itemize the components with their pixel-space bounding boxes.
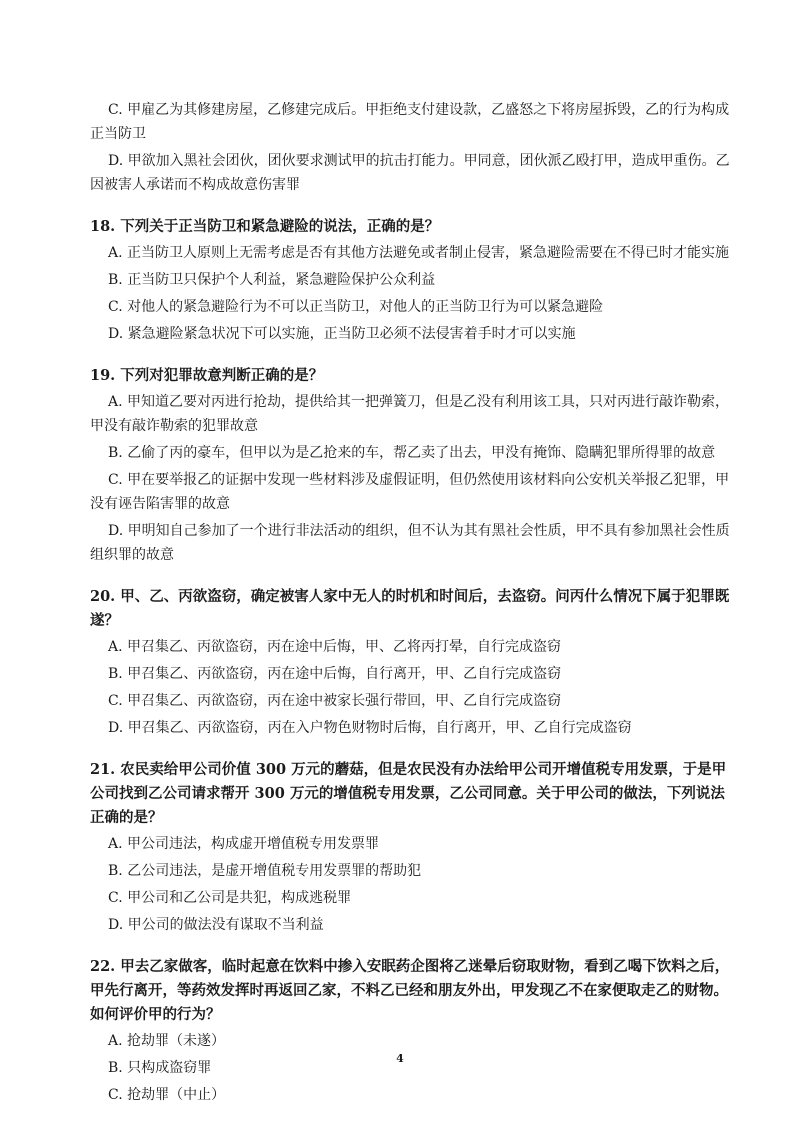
carryover-options: [90, 98, 730, 197]
option-20-b: B. 甲召集乙、丙欲盗窃，丙在途中后悔，自行离开，甲、乙自行完成盗窃: [108, 666, 562, 682]
option-19-b: B. 乙偷了丙的豪车，但甲以为是乙抢来的车，帮乙卖了出去，甲没有掩饰、隐瞒犯罪所得罪的故意: [108, 445, 716, 461]
question-18: [90, 215, 730, 346]
page-number: 4: [396, 1052, 404, 1065]
option-19-c: C. 甲在要举报乙的证据中发现一些材料涉及虚假证明，但仍然使用该材料向公安机关举报乙犯罪，甲没有诬告陷害罪的故意: [90, 472, 730, 512]
option-20-d: D. 甲召集乙、丙欲盗窃，丙在入户物色财物时后悔，自行离开，甲、乙自行完成盗窃: [108, 720, 632, 736]
question-21: [90, 758, 730, 937]
question-22-title: 22. 甲去乙家做客，临时起意在饮料中掺入安眠药企图将乙迷晕后窃取财物，看到乙喝下饮料之后，甲先行离开，等药效发挥时再返回乙家，不料乙已经和朋友外出，甲发现乙不在家便取走乙的财物。如何评价甲的行为？: [90, 958, 730, 1023]
option-21-b: B. 乙公司违法，是虚开增值税专用发票罪的帮助犯: [108, 863, 422, 879]
option-22-c: C. 抢劫罪（中止）: [108, 1087, 226, 1103]
question-19: [90, 364, 730, 567]
option-22-b: B. 只构成盗窃罪: [108, 1060, 212, 1076]
option-18-b: B. 正当防卫只保护个人利益，紧急避险保护公众利益: [108, 272, 436, 288]
option-17-d: D. 甲欲加入黑社会团伙，团伙要求测试甲的抗击打能力。甲同意，团伙派乙殴打甲，造成甲重伤。乙因被害人承诺而不构成故意伤害罪: [90, 153, 730, 193]
option-18-c: C. 对他人的紧急避险行为不可以正当防卫，对他人的正当防卫行为可以紧急避险: [108, 299, 604, 315]
option-21-c: C. 甲公司和乙公司是共犯，构成逃税罪: [108, 890, 352, 906]
option-17-c: C. 甲雇乙为其修建房屋，乙修建完成后。甲拒绝支付建设款，乙盛怒之下将房屋拆毁，乙的行为构成正当防卫: [90, 102, 730, 142]
question-22: [90, 955, 730, 1107]
option-21-a: A. 甲公司违法，构成虚开增值税专用发票罪: [108, 836, 380, 852]
question-20: [90, 585, 730, 740]
option-19-a: A. 甲知道乙要对丙进行抢劫，提供给其一把弹簧刀，但是乙没有利用该工具，只对丙进行敲诈勒索，甲没有敲诈勒索的犯罪故意: [90, 394, 730, 434]
option-18-d: D. 紧急避险紧急状况下可以实施，正当防卫必须不法侵害着手时才可以实施: [108, 326, 576, 342]
option-21-d: D. 甲公司的做法没有谋取不当利益: [108, 917, 324, 933]
option-22-a: A. 抢劫罪（未遂）: [108, 1033, 226, 1049]
question-19-title: 19. 下列对犯罪故意判断正确的是？: [90, 367, 324, 384]
page-content: [90, 98, 730, 1110]
option-18-a: A. 正当防卫人原则上无需考虑是否有其他方法避免或者制止侵害，紧急避险需要在不得已时才能实施: [108, 245, 730, 261]
option-20-a: A. 甲召集乙、丙欲盗窃，丙在途中后悔，甲、乙将丙打晕，自行完成盗窃: [108, 639, 562, 655]
option-19-d: D. 甲明知自己参加了一个进行非法活动的组织，但不认为其有黑社会性质，甲不具有参加黑社会性质组织罪的故意: [90, 523, 730, 563]
question-20-title: 20. 甲、乙、丙欲盗窃，确定被害人家中无人的时机和时间后，去盗窃。问丙什么情况下属于犯罪既遂？: [90, 588, 730, 629]
option-20-c: C. 甲召集乙、丙欲盗窃，丙在途中被家长强行带回，甲、乙自行完成盗窃: [108, 693, 562, 709]
question-21-title: 21. 农民卖给甲公司价值 300 万元的蘑菇，但是农民没有办法给甲公司开增值税专用发票，于是甲公司找到乙公司请求帮开 300 万元的增值税专用发票，乙公司同意。关于甲公司的做法，下列说法正确的是？: [90, 761, 727, 826]
question-18-title: 18. 下列关于正当防卫和紧急避险的说法，正确的是？: [90, 218, 440, 235]
